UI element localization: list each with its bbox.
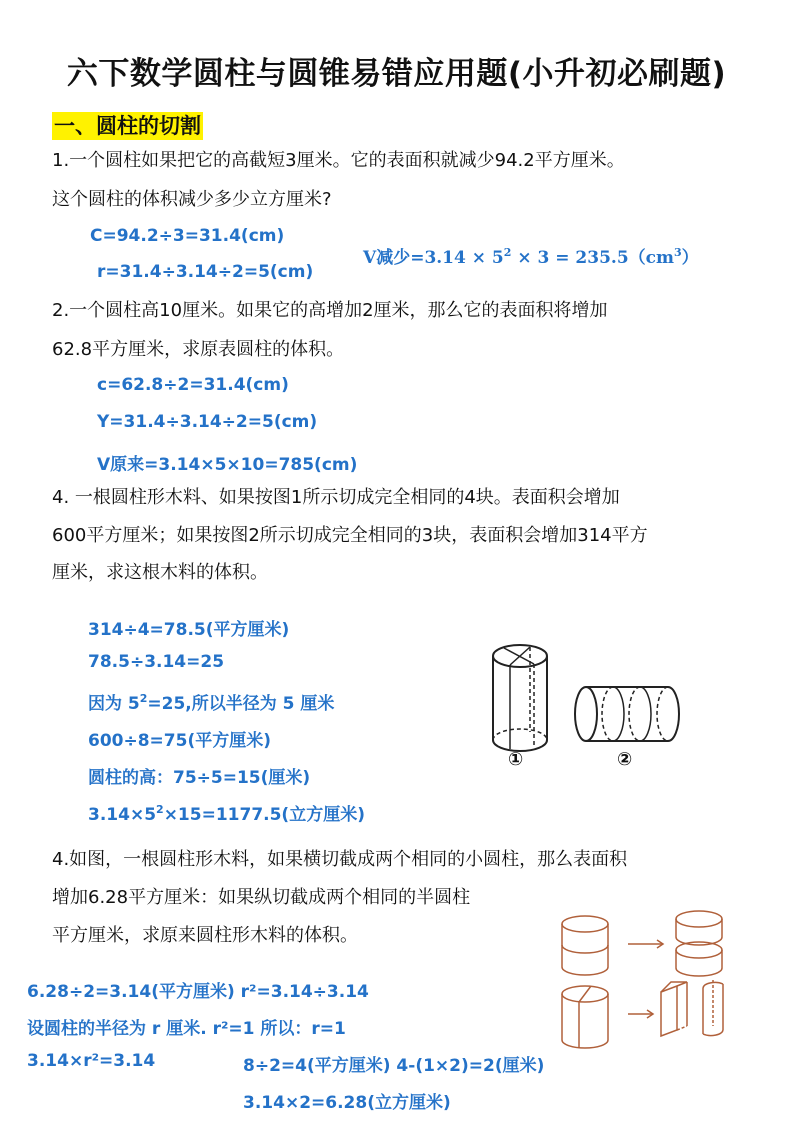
figure-1-vertical-cut-cylinder	[490, 640, 560, 775]
q1-answer-step-1: C=94.2÷3=31.4(cm)	[90, 226, 285, 246]
formula-prefix: V减少=	[363, 248, 425, 268]
section-heading-cylinder-cutting: 一、圆柱的切割	[54, 114, 201, 138]
q1-answer-step-2: r=31.4÷3.14÷2=5(cm)	[97, 262, 314, 282]
q3-answer-step-1: 314÷4=78.5(平方厘米)	[88, 620, 290, 640]
figure-3-cylinder-cut-illustrations	[555, 902, 745, 1054]
q2-answer-step-1: c=62.8÷2=31.4(cm)	[97, 375, 289, 395]
question-4-line-3: 平方厘米，求原来圆柱形木料的体积。	[52, 925, 358, 946]
question-1-line-1: 1.一个圆柱如果把它的高截短3厘米。它的表面积就减少94.2平方厘米。	[52, 150, 625, 171]
formula-close: ）	[681, 248, 699, 268]
question-3-line-1: 4. 一根圆柱形木料、如果按图1所示切成完全相同的4块。表面积会增加	[52, 487, 620, 508]
q1-volume-formula	[363, 243, 699, 268]
q4-answer-step-1: 6.28÷2=3.14(平方厘米) r²=3.14÷3.14	[27, 982, 369, 1002]
q4-answer-step-3: 3.14×r²=3.14	[27, 1051, 156, 1071]
formula-rest: × 3 = 235.5	[511, 248, 629, 268]
formula-unit: （cm	[628, 248, 674, 268]
formula-body: 3.14 × 5	[424, 248, 504, 268]
q4-answer-step-2: 设圆柱的半径为 r 厘米. r²=1 所以：r=1	[27, 1019, 346, 1039]
q3-answer-step-6: $3.14\times 5^2\times 15=1177.5$(立方厘米)	[88, 803, 365, 825]
formula-exponent: 2	[503, 246, 512, 259]
figure-2-horizontal-cut-cylinder	[572, 683, 684, 745]
q3-answer-step-2: 78.5÷3.14=25	[88, 652, 225, 672]
q2-answer-step-3: V原来=3.14×5×10=785(cm)	[97, 455, 358, 475]
q3-answer-step-4: 600÷8=75(平方厘米)	[88, 731, 271, 751]
question-3-line-3: 厘米，求这根木料的体积。	[52, 562, 268, 583]
figure-2-label: ②	[617, 749, 633, 770]
q2-answer-step-2: Y=31.4÷3.14÷2=5(cm)	[97, 412, 318, 432]
question-2-line-1: 2.一个圆柱高10厘米。如果它的高增加2厘米，那么它的表面积将增加	[52, 300, 608, 321]
q3-answer-step-5: 圆柱的高：75÷5=15(厘米)	[88, 768, 311, 788]
formula-unit-exponent: 3	[674, 246, 682, 259]
q4-answer-step-4: 8÷2=4(平方厘米) 4-(1×2)=2(厘米)	[243, 1056, 545, 1076]
question-4-line-2: 增加6.28平方厘米：如果纵切截成两个相同的半圆柱	[52, 887, 471, 908]
figure-1-label: ①	[508, 749, 524, 770]
question-3-line-2: 600平方厘米；如果按图2所示切成完全相同的3块，表面积会增加314平方	[52, 525, 648, 546]
page-title: 六下数学圆柱与圆锥易错应用题(小升初必刷题)	[66, 56, 727, 92]
question-4-line-1: 4.如图，一根圆柱形木料，如果横切截成两个相同的小圆柱，那么表面积	[52, 849, 628, 870]
q4-answer-step-5: 3.14×2=6.28(立方厘米)	[243, 1093, 451, 1113]
question-2-line-2: 62.8平方厘米，求原表圆柱的体积。	[52, 339, 345, 360]
question-1-line-2: 这个圆柱的体积减少多少立方厘米?	[52, 189, 332, 210]
q3-answer-step-3: 因为 $5^2=25$,所以半径为 5 厘米	[88, 692, 335, 714]
